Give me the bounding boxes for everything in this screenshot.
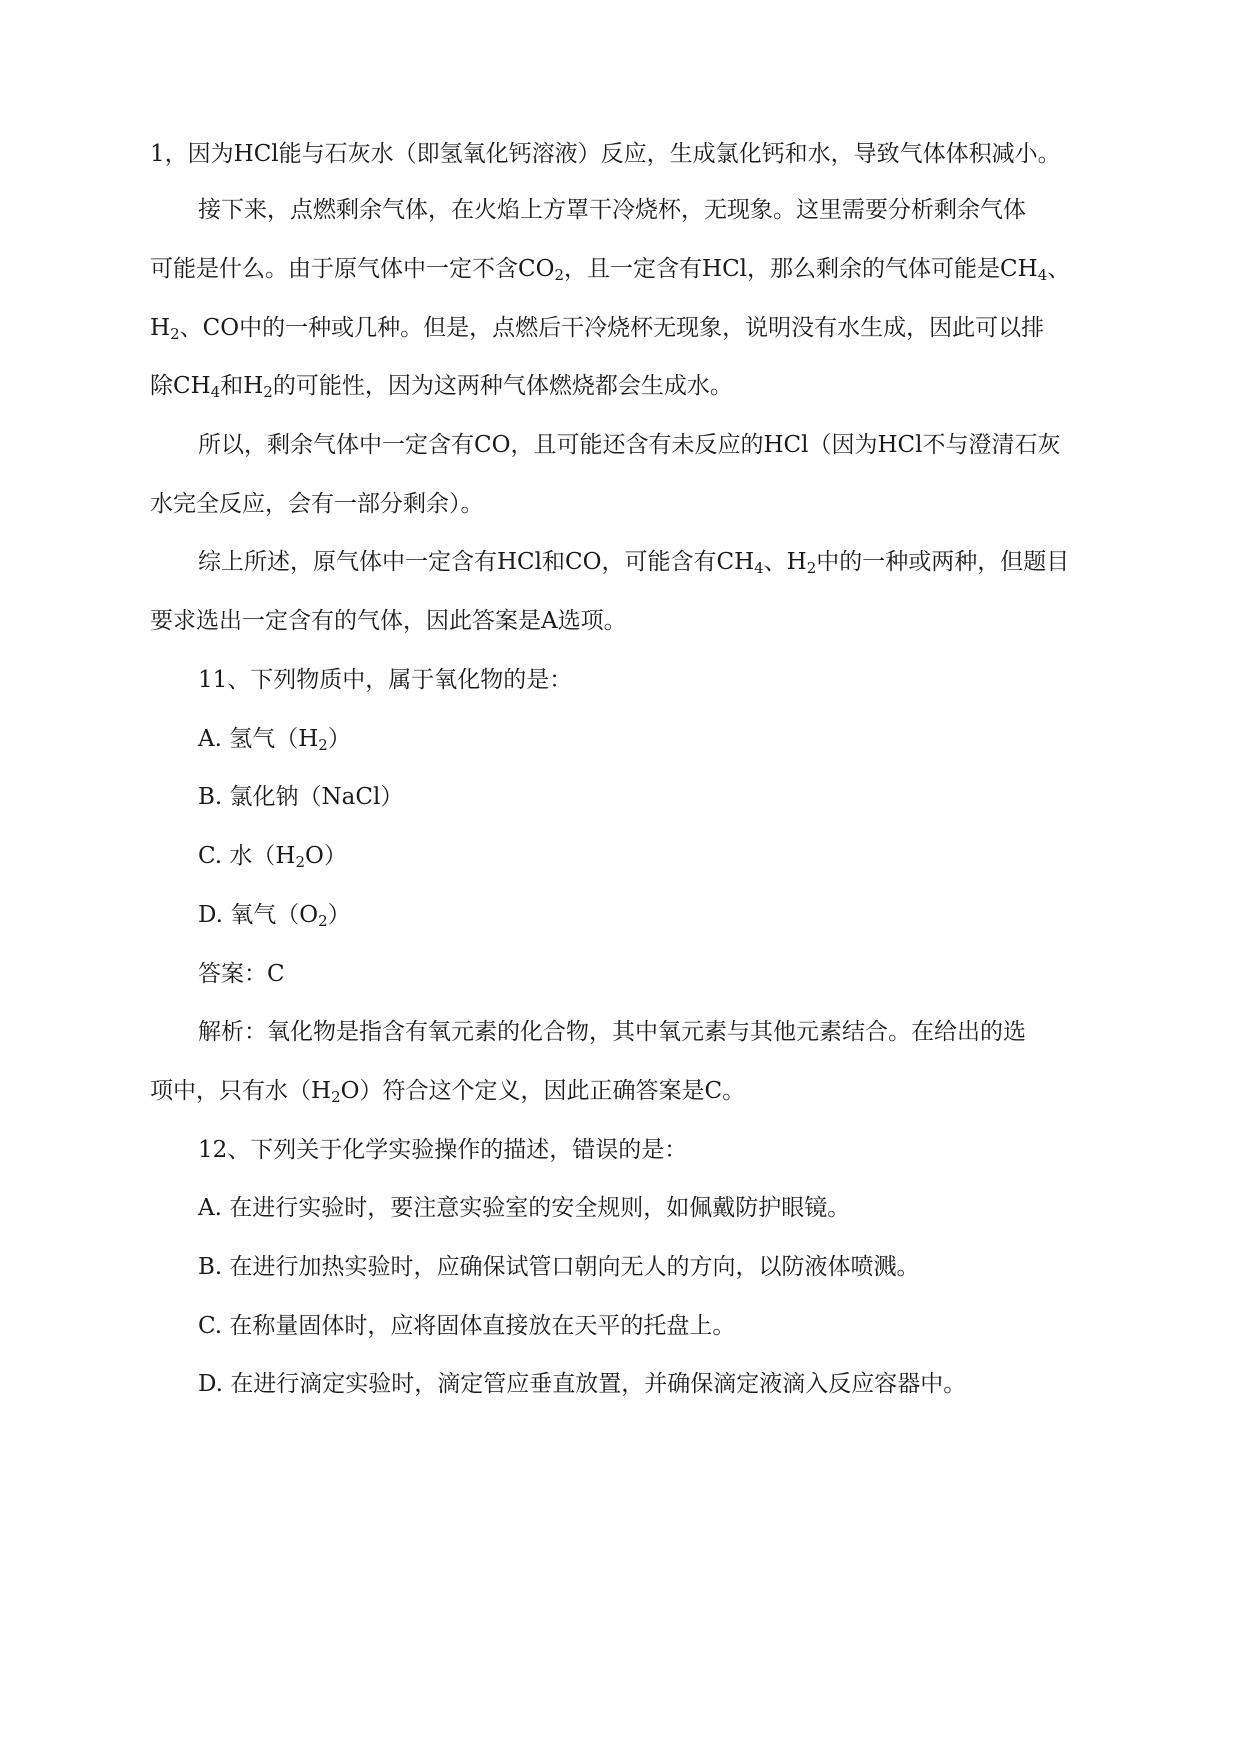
question-12-option-a — [150, 1192, 850, 1224]
text: 接下来，点燃剩余气体，在火焰上方罩干冷烧杯，无现象。这里需要分析剩余气体 — [198, 197, 1026, 223]
subscript: 2 — [554, 266, 565, 284]
text: O）符合这个定义，因此正确答案是C。 — [340, 1078, 746, 1104]
text: 12、下列关于化学实验操作的描述，错误的是： — [198, 1137, 688, 1163]
text: 、CO中的一种或几种。但是，点燃后干冷烧杯无现象，说明没有水生成，因此可以排 — [179, 315, 1045, 341]
text: ） — [327, 902, 351, 928]
text: 答案：C — [198, 961, 285, 987]
text: D. 在进行滴定实验时，滴定管应垂直放置，并确保滴定液滴入反应容器中。 — [198, 1371, 967, 1397]
subscript: 2 — [318, 912, 328, 930]
question-12-option-b — [150, 1251, 920, 1283]
text: 11、下列物质中，属于氧化物的是： — [198, 667, 573, 693]
text: B. 在进行加热实验时，应确保试管口朝向无人的方向，以防液体喷溅。 — [198, 1254, 920, 1280]
question-11-option-a — [150, 723, 351, 755]
question-12-option-c — [150, 1310, 735, 1342]
text: 1，因为HCl能与石灰水（即氢氧化钙溶液）反应，生成氯化钙和水，导致气体体积减小。 — [150, 141, 1061, 167]
text: 可能是什么。由于原气体中一定不含CO — [150, 256, 555, 282]
paragraph-line — [150, 370, 733, 402]
text: C. 在称量固体时，应将固体直接放在天平的托盘上。 — [198, 1313, 736, 1339]
question-11-option-b — [150, 781, 403, 813]
text: 所以，剩余气体中一定含有CO，且可能还含有未反应的HCl（因为HCl不与澄清石灰 — [198, 432, 1061, 458]
subscript: 2 — [170, 325, 180, 343]
text: 、H — [763, 549, 807, 575]
text: 的可能性，因为这两种气体燃烧都会生成水。 — [272, 373, 733, 399]
question-11-analysis — [150, 1075, 745, 1107]
text: 除CH — [150, 373, 211, 399]
text: C. 水（H — [198, 843, 296, 869]
subscript: 4 — [1037, 266, 1048, 284]
text: 项中，只有水（H — [150, 1078, 332, 1104]
text: 综上所述，原气体中一定含有HCl和CO，可能含有CH — [198, 549, 755, 575]
paragraph-line — [150, 253, 1070, 285]
text: ） — [327, 726, 351, 752]
question-11-stem — [150, 664, 572, 696]
paragraph-line — [150, 605, 627, 637]
text: 和H — [220, 373, 264, 399]
subscript: 2 — [263, 383, 273, 401]
subscript: 2 — [806, 559, 817, 577]
question-12-stem — [150, 1134, 687, 1166]
text: 、 — [1047, 256, 1071, 282]
question-11-answer — [150, 958, 285, 990]
paragraph-line — [150, 194, 1026, 226]
text: A. 在进行实验时，要注意实验室的安全规则，如佩戴防护眼镜。 — [198, 1195, 851, 1221]
question-11-option-c — [150, 840, 347, 872]
question-11-option-d — [150, 899, 351, 931]
paragraph-line — [150, 488, 484, 520]
text: B. 氯化钠（NaCl） — [198, 784, 404, 810]
paragraph-line — [150, 312, 1044, 344]
text: 要求选出一定含有的气体，因此答案是A选项。 — [150, 608, 627, 634]
text: ，且一定含有HCl，那么剩余的气体可能是CH — [564, 256, 1038, 282]
question-12-option-d — [150, 1368, 966, 1400]
question-11-analysis — [150, 1016, 1026, 1048]
subscript: 2 — [331, 1088, 341, 1106]
text: 中的一种或两种，但题目 — [816, 549, 1070, 575]
text: 解析：氧化物是指含有氧元素的化合物，其中氧元素与其他元素结合。在给出的选 — [198, 1019, 1026, 1045]
text: A. 氢气（H — [198, 726, 319, 752]
text: D. 氧气（O — [198, 902, 319, 928]
paragraph-line — [150, 429, 1060, 461]
text: H — [150, 315, 171, 341]
subscript: 2 — [295, 853, 306, 871]
subscript: 4 — [210, 383, 221, 401]
paragraph-line — [150, 546, 1069, 578]
subscript: 2 — [318, 736, 328, 754]
paragraph-line — [150, 138, 1061, 170]
text: 水完全反应，会有一部分剩余）。 — [150, 491, 484, 517]
text: O） — [305, 843, 347, 869]
subscript: 4 — [754, 559, 764, 577]
